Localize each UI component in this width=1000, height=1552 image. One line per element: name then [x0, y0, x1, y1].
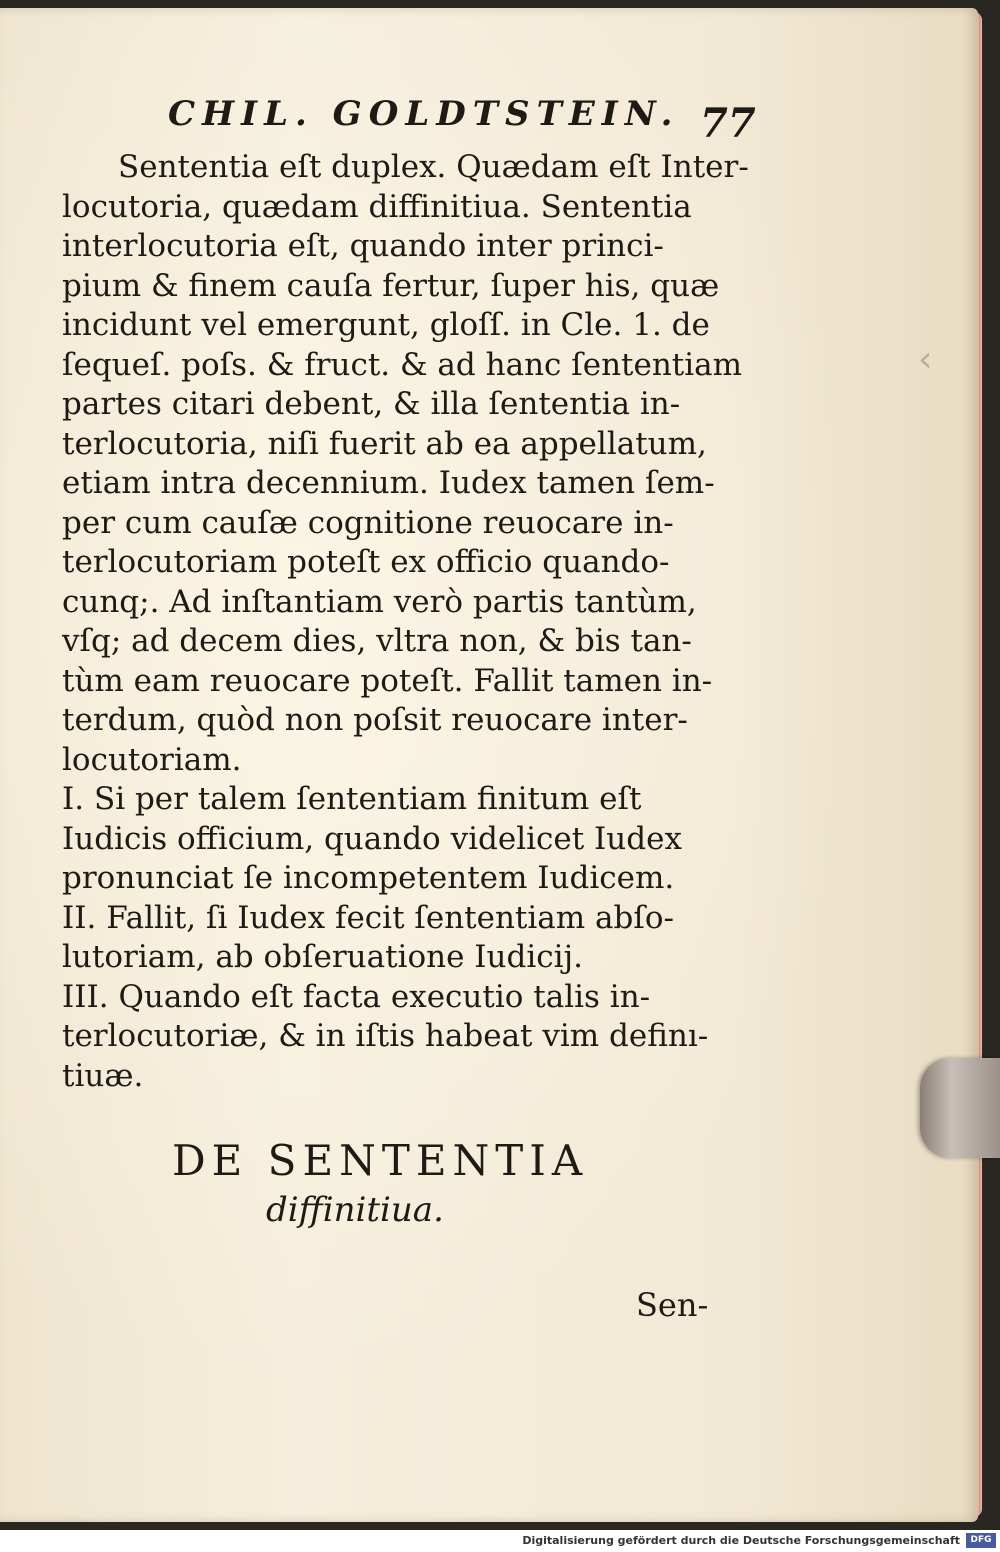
text-line: ſequeſ. poſs. & fruct. & ad hanc ſententiam	[62, 346, 743, 383]
text-line: tiuæ.	[62, 1057, 144, 1094]
book-page	[0, 8, 978, 1522]
text-line: locutoriam.	[62, 741, 242, 778]
chevron-left-icon[interactable]: ‹	[918, 339, 933, 380]
text-line: terdum, quòd non poſsit reuocare inter-	[62, 702, 688, 738]
text-line: Iudicis officium, quando videlicet Iudex	[62, 820, 682, 857]
text-line: terlocutoriæ, & in iſtis habeat vim definı-	[62, 1018, 709, 1054]
dfg-logo-icon: DFG	[966, 1533, 996, 1548]
text-line: incidunt vel emergunt, gloſſ. in Cle. 1. de	[62, 307, 710, 343]
text-line: terlocutoriam poteſt ex officio quando-	[62, 544, 670, 580]
section-subtitle: diffinitiua.	[266, 1190, 444, 1230]
book-clamp	[920, 1058, 1000, 1158]
text-line: lutoriam, ab obſeruatione Iudicij.	[62, 939, 584, 975]
page-number: 77	[700, 100, 756, 147]
footer-bar	[0, 1530, 1000, 1552]
text-line: etiam intra decennium. Iudex tamen ſem-	[62, 465, 715, 501]
text-line: interlocutoria eſt, quando inter princi-	[62, 228, 664, 264]
text-line: locutoria, quædam diffinitiua. Sententia	[62, 188, 692, 225]
text-line: per cum cauſæ cognitione reuocare in-	[62, 504, 674, 541]
text-line: terlocutoria, niſi fuerit ab ea appellatum,	[62, 425, 707, 462]
text-line: vſq; ad decem dies, vltra non, & bis tan-	[62, 623, 692, 659]
body-text	[62, 148, 749, 1096]
section-title: DE SENTENTIA	[172, 1136, 589, 1185]
text-line: I. Si per talem ſententiam finitum eſt	[62, 781, 642, 817]
text-line: partes citari debent, & illa ſententia in-	[62, 386, 681, 422]
text-line: pronunciat ſe incompetentem Iudicem.	[62, 860, 675, 896]
running-head: CHIL. GOLDTSTEIN.	[168, 94, 680, 134]
text-line: tùm eam reuocare poteſt. Fallit tamen in-	[62, 662, 713, 699]
text-line: pium & finem cauſa fertur, ſuper his, quæ	[62, 267, 720, 304]
text-line: II. Fallit, ſi Iudex fecit ſententiam abſo-	[62, 899, 674, 936]
text-line: Sententia eſt duplex. Quædam eſt Inter-	[118, 149, 749, 185]
text-line: III. Quando eſt facta executio talis in-	[62, 978, 651, 1015]
text-line: cunq;. Ad inſtantiam verò partis tantùm,	[62, 583, 697, 620]
catchword: Sen-	[636, 1286, 709, 1324]
funding-credit: Digitalisierung gefördert durch die Deutsche Forschungsgemeinschaft	[522, 1534, 960, 1547]
